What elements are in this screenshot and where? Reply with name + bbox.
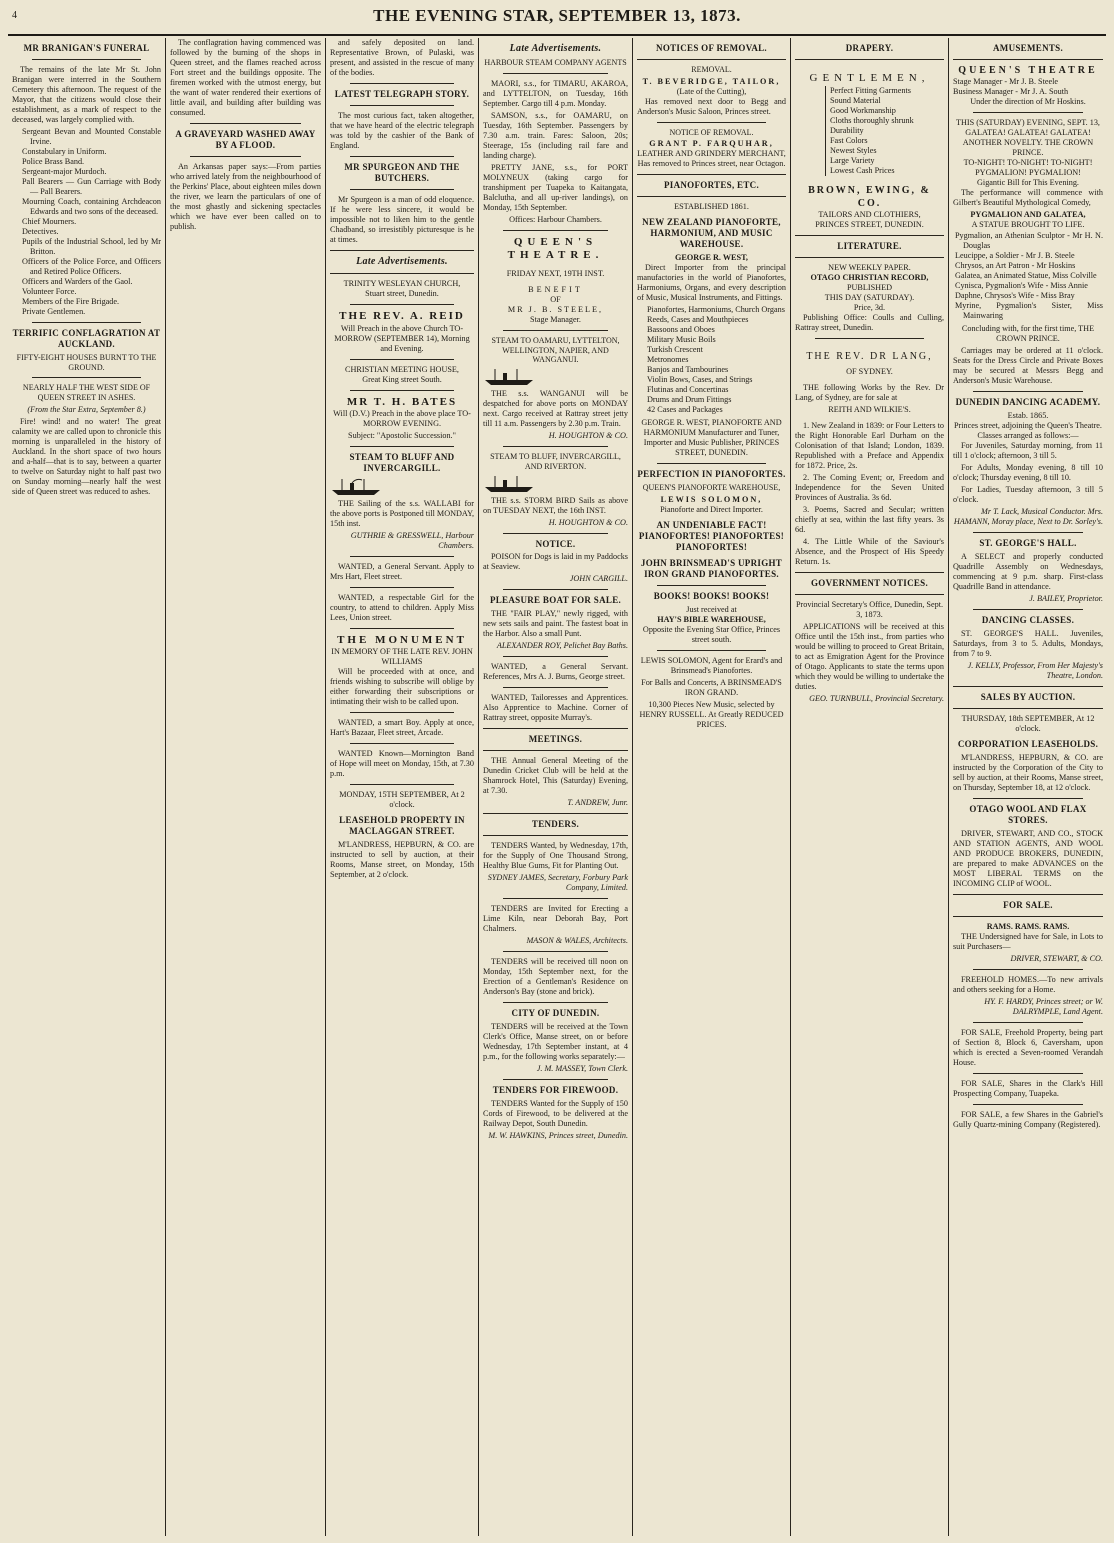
list-item: Flutinas and Concertinas <box>647 385 729 395</box>
dancing-item: For Ladies, Tuesday afternoon, 3 till 5 o'clock. <box>953 485 1103 505</box>
lang-work: 1. New Zealand in 1839: or Four Letters to the Right Honorable Earl Durham on the Colonisation of that Island; London, 1839. Republished with a Preface and Appendix for 1872. Price, 2s. <box>795 420 944 470</box>
monument-sub: IN MEMORY OF THE LATE REV. JOHN WILLIAMS <box>331 647 473 667</box>
lang-work: 2. The Coming Event; or, Freedom and Independence for the Seven United Provinces of Australia. 3s 6d. <box>795 472 944 502</box>
meetings-text: THE Annual General Meeting of the Dunedin Cricket Club will be held at the Shamrock Hotel, This (Saturday) Evening, at 7.30. <box>483 756 628 796</box>
pleasure-sign: ALEXANDER ROY, Pelichet Bay Baths. <box>496 641 628 651</box>
govt-heading: GOVERNMENT NOTICES. <box>810 577 929 588</box>
auction-date: THURSDAY, 18th SEPTEMBER, At 12 o'clock. <box>961 714 1095 734</box>
theatre-role: Stage Manager. <box>530 314 581 324</box>
procession-item: Police Brass Band. <box>22 156 85 166</box>
sale-ad: FOR SALE, Shares in the Clark's Hill Prospecting Company, Tuapeka. <box>953 1078 1103 1098</box>
drapery-heading: DRAPERY. <box>845 43 894 53</box>
procession-item: Constabulary in Uniform. <box>22 146 107 156</box>
wanted-ad: WANTED, a General Servant. References, Mrs A. J. Burns, George street. <box>483 662 628 682</box>
monument-heading: THE MONUMENT <box>337 633 467 646</box>
pygmalion: PYGMALION! PYGMALION! <box>975 168 1081 178</box>
for-sale-heading: FOR SALE. <box>1003 899 1053 910</box>
fire-subheading: FIFTY-EIGHT HOUSES BURNT TO THE GROUND. <box>16 352 157 372</box>
rescue-paragraph: and safely deposited on land. Representative Brown, of Pulaski, was present, and assisted in the rescue of many of the bodies. <box>330 38 474 77</box>
wanted-ad: WANTED, a General Servant. Apply to Mrs Hart, Fleet street. <box>330 561 474 581</box>
dancing-classes: Classes arranged as follows:— <box>977 431 1079 441</box>
books-sub: Just received at <box>686 604 737 614</box>
rams-text: THE Undersigned have for Sale, in Lots to suit Purchasers— <box>953 931 1103 951</box>
publishing-office: Publishing Office: Coulls and Culling, Rattray street, Dunedin. <box>795 312 944 332</box>
bates-text: Will (D.V.) Preach in the above place TO-MORROW EVENING. <box>333 408 471 428</box>
weekly-paper: NEW WEEKLY PAPER. <box>828 262 911 272</box>
lang-heading: THE REV. DR LANG, <box>806 350 933 362</box>
procession-item: Private Gentlemen. <box>22 306 86 316</box>
tonight: TO-NIGHT! TO-NIGHT! TO-NIGHT! <box>963 158 1093 168</box>
reid-name: THE REV. A. REID <box>339 310 465 323</box>
bluff-sign: H. HOUGHTON & CO. <box>548 517 628 527</box>
hays-text: Opposite the Evening Star Office, Princes street south. <box>642 624 781 644</box>
harbour-heading: HARBOUR STEAM COMPANY AGENTS <box>484 58 627 68</box>
this-evening: THIS (SATURDAY) EVENING, SEPT. 13, <box>956 118 1100 128</box>
freehold-text: FREEHOLD HOMES.—To new arrivals and others seeking for a Home. <box>953 974 1103 994</box>
fire-heading: TERRIFIC CONFLAGRATION AT AUCKLAND. <box>12 327 161 349</box>
procession-item: Pupils of the Industrial School, led by Mr Britton. <box>22 236 161 256</box>
pleasure-text: THE "FAIR PLAY," newly rigged, with new sets sails and paint. The fastest boat in the Harbor. Also a small Punt. <box>483 609 628 639</box>
theatre-benefit: BENEFIT <box>528 284 583 294</box>
funeral-paragraph: The remains of the late Mr St. John Branigan were interred in the Southern Cemetery this afternoon. The request of the Mayor, that the citizens would close their establishment, as a mark of respect to the deceased, was largely complied with. <box>12 64 161 124</box>
list-item: Bassoons and Oboes <box>647 325 715 335</box>
auction-heading: SALES BY AUCTION. <box>980 692 1076 703</box>
latest-telegraph-heading: LATEST TELEGRAPH STORY. <box>334 89 470 99</box>
fire-continued: The conflagration having commenced was followed by the burning of the shops in Queen street, and the flames reached across Fort street and the buildings opposite. The firemen worked with the utmost energy, but the want of water rendered their exertions of little avail, and building after building was consumed. <box>170 38 321 117</box>
carriages: Carriages may be ordered at 11 o'clock. Seats for the Dress Circle and Private Boxes may be secured at Messrs Begg and Anderson's Music Warehouse. <box>953 346 1103 386</box>
farce: Concluding with, for the first time, THE CROWN PRINCE. <box>961 324 1095 344</box>
west-text: Direct Importer from the principal manufactories in the world of Pianofortes, Harmoniums, Organs, and every description of Music, Musical Instruments, and Fittings. <box>637 263 786 303</box>
harbour-office: Offices: Harbour Chambers. <box>509 214 602 224</box>
price: Price, 3d. <box>853 302 886 312</box>
column-1 <box>8 38 165 1536</box>
cast-item: Pygmalion, an Athenian Sculptor - Mr H. N. Douglas <box>955 231 1103 251</box>
procession-item: Sergeant-major Murdoch. <box>22 166 107 176</box>
maori-ad: MAORI, s.s., for TIMARU, AKAROA, and LYTTELTON, on Tuesday, 16th September. Cargo till 4 p.m. Monday. <box>483 78 628 108</box>
cast-item: Daphne, Chrysos's Wife - Miss Bray <box>955 291 1075 301</box>
hays-name: HAY'S BIBLE WAREHOUSE, <box>657 614 766 624</box>
wanganui-heading: STEAM TO OAMARU, LYTTELTON, WELLINGTON, NAPIER, AND WANGANUI. <box>491 335 620 365</box>
rams-sign: DRIVER, STEWART, & CO. <box>1010 953 1103 963</box>
wanted-ad: WANTED, a smart Boy. Apply at once, Hart's Bazaar, Fleet street, Arcade. <box>330 718 474 738</box>
leasehold-text: M'LANDRESS, HEPBURN, & CO. are instructed to sell by auction, at their Rooms, Manse street, on Monday, 15th September, at 2 o'clock. <box>330 840 474 880</box>
fire-subheading: NEARLY HALF THE WEST SIDE OF QUEEN STREET IN ASHES. <box>22 383 151 403</box>
georges-text: A SELECT and properly conducted Quadrille Assembly on Wednesdays, commencing at 9 p.m. sharp. First-class Quadrille Band in attendance. <box>953 552 1103 592</box>
cast-item: Myrine, Pygmalion's Sister, Miss Mainwaring <box>955 301 1103 321</box>
removal-heading: NOTICES OF REMOVAL. <box>656 43 767 53</box>
column-2 <box>166 38 325 1536</box>
under-direction: Under the direction of Mr Hoskins. <box>970 97 1086 107</box>
cast-list <box>955 231 1103 321</box>
cast-item: Chrysos, an Art Patron - Mr Hoskins <box>955 261 1076 271</box>
steam-sign: GUTHRIE & GRESSWELL, Harbour Chambers. <box>350 530 474 550</box>
tender-sign: SYDNEY JAMES, Secretary, Forbury Park Company, Limited. <box>487 873 628 893</box>
steam-text: THE Sailing of the s.s. WALLABI for the above ports is Postponed till MONDAY, 15th inst. <box>330 498 474 528</box>
page-number: 4 <box>12 10 17 21</box>
list-item: Sound Material <box>830 96 881 106</box>
lang-work: 4. The Little While of the Saviour's Absence, and the Prospect of His Speedy Return. 1s. <box>795 536 944 566</box>
procession-item: Sergeant Bevan and Mounted Constable Irvine. <box>22 126 161 146</box>
cast-item: Cynisca, Pygmalion's Wife - Miss Annie <box>955 281 1088 291</box>
wanted-ad: WANTED Known—Mornington Band of Hope will meet on Monday, 15th, at 7.30 p.m. <box>330 749 474 779</box>
bluff-text: THE s.s. STORM BIRD Sails as above on TUESDAY NEXT, the 16th INST. <box>483 495 628 515</box>
late-ads-heading: Late Advertisements. <box>509 43 602 54</box>
spurgeon-heading: MR SPURGEON AND THE BUTCHERS. <box>344 161 460 183</box>
amusements-heading: AMUSEMENTS. <box>992 43 1064 53</box>
monument-text: Will be proceeded with at once, and friends wishing to subscribe will oblige by either forwarding their subscriptions or intimating their wish to be called upon. <box>330 667 474 707</box>
column-5 <box>633 38 790 1536</box>
novelty: ANOTHER NOVELTY. THE CROWN PRINCE. <box>962 138 1094 158</box>
published-label: PUBLISHED <box>846 282 893 292</box>
otago-wool-heading: OTAGO WOOL AND FLAX STORES. <box>969 804 1087 825</box>
business-manager: Business Manager - Mr J. A. South <box>953 87 1069 97</box>
column-6 <box>791 38 948 1536</box>
meetings-heading: MEETINGS. <box>528 734 583 745</box>
driver-text: DRIVER, STEWART, AND CO., STOCK AND STATION AGENTS, AND WOOL AND PRODUCE BROKERS, DUNEDIN, are prepared to make ADVANCES on the MOST LIBERAL TERMS on the INCOMING CLIP of WOOL. <box>953 828 1103 888</box>
dancing-estab: Estab. 1865. <box>1007 411 1049 421</box>
masthead <box>8 4 1106 36</box>
funeral-heading: MR BRANIGAN'S FUNERAL <box>23 43 150 53</box>
stage-manager: Stage Manager - Mr J. B. Steele <box>953 77 1059 87</box>
fire-source: (From the Star Extra, September 8.) <box>27 404 146 414</box>
christian-place: Great King street South. <box>362 374 442 384</box>
leasehold-heading: LEASEHOLD PROPERTY IN MACLAGGAN STREET. <box>339 815 465 837</box>
wanted-ad: WANTED, Tailoresses and Apprentices. Also Apprentice to Machine. Corner of Rattray street, opposite Murray's. <box>483 693 628 723</box>
farquhar-trade: LEATHER AND GRINDERY MERCHANT, <box>637 149 786 159</box>
lang-sub: OF SYDNEY. <box>846 366 893 376</box>
govt-office: Provincial Secretary's Office, Dunedin, Sept. 3, 1873. <box>795 599 944 619</box>
list-item: Violin Bows, Cases, and Strings <box>647 375 753 385</box>
rams: RAMS. RAMS. RAMS. <box>986 921 1070 931</box>
removal-sub: REMOVAL. <box>691 64 732 74</box>
list-item: Fast Colors <box>830 136 868 146</box>
hy-ward: HY. F. HARDY, Princes street; or W. DALRYMPLE, Land Agent. <box>984 996 1103 1016</box>
city-text: TENDERS will be received at the Town Clerk's Office, Manse street, on or before Wednesday, 17th September instant, at 4 p.m., for the following works separately:— <box>483 1022 628 1062</box>
firewood-heading: TENDERS FOR FIREWOOD. <box>492 1085 619 1096</box>
pleasure-heading: PLEASURE BOAT FOR SALE. <box>489 595 622 606</box>
pianofortes-heading: PIANOFORTES, ETC. <box>663 180 760 191</box>
list-item: Durability <box>830 126 864 136</box>
georges-heading: ST. GEORGE'S HALL. <box>979 538 1077 549</box>
queens-warehouse: QUEEN'S PIANOFORTE WAREHOUSE, <box>642 483 781 493</box>
tender-ad: TENDERS will be received till noon on Monday, 15th September next, for the Erection of a Gentleman's Residence on Anderson's Bay (stone and brick). <box>483 957 628 997</box>
west-list <box>647 305 786 415</box>
dancing2-sign: J. KELLY, Professor, From Her Majesty's Theatre, London. <box>967 661 1103 681</box>
firewood-text: TENDERS Wanted for the Supply of 150 Cords of Firewood, to be delivered at the Railway Depot, South Dunedin. <box>483 1099 628 1129</box>
procession-list <box>22 127 161 317</box>
this-day: THIS DAY (SATURDAY). <box>824 292 915 302</box>
column-4 <box>479 38 632 1536</box>
tender-sign: MASON & WALES, Architects. <box>526 936 628 946</box>
reid-text: Will Preach in the above Church TO-MORROW (SEPTEMBER 14), Morning and Evening. <box>334 323 470 353</box>
dancing-heading: DUNEDIN DANCING ACADEMY. <box>955 397 1101 408</box>
city-heading: CITY OF DUNEDIN. <box>511 1008 600 1019</box>
bluff-heading: STEAM TO BLUFF, INVERCARGILL, AND RIVERTON. <box>490 452 621 471</box>
steamship-icon <box>330 477 382 497</box>
pyg-title: PYGMALION AND GALATEA, <box>970 210 1086 220</box>
bates-subject: Subject: "Apostolic Succession." <box>348 430 456 440</box>
solomon-text: Pianoforte and Direct Importer. <box>660 505 763 515</box>
city-sign: J. M. MASSEY, Town Clerk. <box>536 1064 628 1074</box>
beveridge-name: T. BEVERIDGE, TAILOR, <box>642 76 781 86</box>
procession-item: Chief Mourners. <box>22 216 77 226</box>
list-item: Banjos and Tambourines <box>647 365 729 375</box>
wanted-ad: WANTED, a respectable Girl for the country, to attend to children. Apply Miss Lees, Union street. <box>330 592 474 622</box>
sale-ad: FOR SALE, Freehold Property, being part of Section 8, Block 6, Caversham, upon which is erected a Seven-roomed Verandah House. <box>953 1027 1103 1067</box>
dancing2-text: ST. GEORGE'S HALL. Juveniles, Saturdays, from 3 to 5. Adults, Mondays, from 7 to 9. <box>953 629 1103 659</box>
list-item: 42 Cases and Packages <box>647 405 723 415</box>
lang-reith: REITH AND WILKIE'S. <box>828 404 911 414</box>
procession-item: Pall Bearers — Gun Carriage with Body — Pall Bearers. <box>22 176 161 196</box>
cast-item: Galatea, an Animated Statue, Miss Colville <box>955 271 1097 281</box>
latest-telegraph-paragraph: The most curious fact, taken altogether, that we have heard of the electric telegraph was told by the cashier of the Bank of England. <box>330 110 474 150</box>
tender-ad: TENDERS are Invited for Erecting a Lime Kiln, near Deborah Bay, Port Chalmers. <box>483 904 628 934</box>
corporation-text: M'LANDRESS, HEPBURN, & CO. are instructed by the Corporation of the City to sell by auction, at their Rooms, Manse street, on Thursday, September 18, at 12 o'clock. <box>953 753 1103 792</box>
govt-text: APPLICATIONS will be received at this Office until the 15th inst., from parties who would be willing to proceed to Great Britain, to act as Emigration Agent for the Province of Otago. Applicants to state the terms upon which they would be willing to undertake the duties. <box>795 621 944 691</box>
procession-item: Mourning Coach, containing Archdeacon Edwards and two sons of the deceased. <box>22 196 161 216</box>
spurgeon-paragraph: Mr Spurgeon is a man of odd eloquence. If he were less sincere, it would be impossible not to liken him to the gentle Chadband, so irresistibly picturesque is he at times. <box>330 194 474 244</box>
dancing-sign: Mr T. Lack, Musical Conductor. Mrs. HAMANN, Moray place, Next to Dr. Sorley's. <box>953 507 1103 527</box>
procession-item: Volunteer Force. <box>22 286 77 296</box>
steam-heading: STEAM TO BLUFF AND INVERCARGILL. <box>349 451 455 473</box>
brown-trade: TAILORS AND CLOTHIERS, <box>818 209 921 219</box>
graveyard-paragraph: An Arkansas paper says:—From parties who arrived lately from the neighbourhood of the Perkins' Place, about eighteen miles down the river, we learn the particulars of one of the most ghastly and sickening spectacles which we have ever been called on to publish. <box>170 161 321 231</box>
galatea: GALATEA! GALATEA! GALATEA! <box>965 128 1091 138</box>
established: ESTABLISHED 1861. <box>674 202 749 212</box>
list-item: Turkish Crescent <box>647 345 703 355</box>
meetings-sign: T. ANDREW, Junr. <box>567 798 628 808</box>
list-item: Large Variety <box>830 156 875 166</box>
govt-sign: GEO. TURNBULL, Provincial Secretary. <box>809 693 944 703</box>
otago-record: OTAGO CHRISTIAN RECORD, <box>810 272 929 282</box>
column-7 <box>949 38 1107 1536</box>
beveridge-sub: (Late of the Cutting), <box>676 86 747 96</box>
tenders-heading: TENDERS. <box>531 819 580 830</box>
procession-item: Members of the Fire Brigade. <box>22 296 120 306</box>
gentlemen-heading: GENTLEMEN, <box>809 71 930 84</box>
farquhar-name: GRANT P. FARQUHAR, <box>649 139 774 149</box>
notice-sign: JOHN CARGILL. <box>569 574 628 584</box>
column-3 <box>326 38 478 1536</box>
russell-sign: 10,300 Pieces New Music, selected by HENRY RUSSELL. At Greatly REDUCED PRICES. <box>639 699 784 729</box>
nz-warehouse: NEW ZEALAND PIANOFORTE, HARMONIUM, AND MUSIC WAREHOUSE. <box>642 217 781 250</box>
list-item: Metronomes <box>647 355 689 365</box>
lang-work: 3. Poems, Sacred and Secular; written chiefly at sea, within the last fifty years. 3s 6d. <box>795 504 944 534</box>
theatre-name: MR J. B. STEELE, <box>507 304 604 314</box>
brown-place: PRINCES STREET, DUNEDIN. <box>815 219 924 229</box>
perfection-heading: PERFECTION IN PIANOFORTES. <box>637 469 786 480</box>
gigantic-bill: Gigantic Bill for This Evening. <box>977 178 1079 188</box>
corporation-heading: CORPORATION LEASEHOLDS. <box>957 739 1099 750</box>
procession-item: Officers and Warders of the Gaol. <box>22 276 133 286</box>
theatre-heading: QUEEN'S THEATRE. <box>507 235 604 262</box>
firewood-sign: M. W. HAWKINS, Princes street, Dunedin. <box>488 1131 628 1141</box>
wanganui-text: THE s.s. WANGANUI will be despatched for above ports on MONDAY next. Cargo received at Rattray street jetty till 11 a.m. Passengers by 2.30 p.m. Train. <box>483 389 628 428</box>
list-item: Good Workmanship <box>830 106 896 116</box>
literature-heading: LITERATURE. <box>837 240 902 251</box>
procession-item: Detectives. <box>22 226 59 236</box>
theatre-date: FRIDAY NEXT, 19TH INST. <box>506 268 605 278</box>
notice-removal: NOTICE OF REMOVAL. <box>669 127 754 137</box>
list-item: Lowest Cash Prices <box>830 166 895 176</box>
queens-theatre: QUEEN'S THEATRE <box>958 64 1098 76</box>
brinsmead-sign: For Balls and Concerts, A BRINSMEAD'S IRON GRAND. <box>641 677 782 697</box>
list-item: Reeds, Cases and Mouthpieces <box>647 315 749 325</box>
sale-ad: FOR SALE, a few Shares in the Gabriel's Gully Quartz-mining Company (Registered). <box>953 1109 1103 1129</box>
beveridge-text: Has removed next door to Begg and Anderson's Music Saloon, Princes street. <box>637 96 786 116</box>
tender-ad: TENDERS Wanted, by Wednesday, 17th, for the Supply of One Thousand Strong, Healthy Blue Gums, Fit for Planting Out. <box>483 841 628 871</box>
steamship-icon <box>483 474 535 494</box>
brown-name: BROWN, EWING, & CO. <box>808 185 931 209</box>
procession-item: Officers of the Police Force, and Officers and Retired Police Officers. <box>22 256 161 276</box>
wanganui-sign: H. HOUGHTON & CO. <box>548 431 628 440</box>
graveyard-heading: A GRAVEYARD WASHED AWAY BY A FLOOD. <box>175 129 316 150</box>
lang-text: THE following Works by the Rev. Dr Lang, of Sydney, are for sale at <box>795 382 944 402</box>
trinity-place: Stuart street, Dunedin. <box>365 289 439 299</box>
trinity-title: TRINITY WESLEYAN CHURCH, <box>343 279 461 289</box>
newspaper-title: THE EVENING STAR, SEPTEMBER 13, 1873. <box>373 6 741 25</box>
solomon-sign: LEWIS SOLOMON, Agent for Erard's and Brinsmead's Pianofortes. <box>640 655 783 675</box>
list-item: Newest Styles <box>830 146 877 156</box>
theatre-of: OF <box>550 294 561 304</box>
steamship-icon <box>483 367 535 387</box>
samson-ad: SAMSON, s.s., for OAMARU, on Tuesday, 16th September. Passengers by 7.30 a.m. train. Fares: Saloon, 20s; Steerage, 15s (including rail fare and landing charge). <box>483 110 628 160</box>
leasehold-date: MONDAY, 15TH SEPTEMBER, At 2 o'clock. <box>339 790 465 810</box>
list-item: Perfect Fitting Garments <box>830 86 911 96</box>
notice-text: POISON for Dogs is laid in my Paddocks at Seaview. <box>483 552 628 572</box>
performance: The performance will commence with Gilbert's Beautiful Mythological Comedy, <box>953 188 1103 208</box>
west-name: GEORGE R. WEST, <box>675 253 748 263</box>
christian-title: CHRISTIAN MEETING HOUSE, <box>345 364 459 374</box>
late-ads-heading: Late Advertisements. <box>356 255 448 267</box>
brinsmead-heading: JOHN BRINSMEAD'S UPRIGHT IRON GRAND PIANOFORTES. <box>640 557 783 579</box>
farquhar-text: Has removed to Princes street, near Octagon. <box>637 159 786 169</box>
list-item: Cloths thoroughly shrunk <box>830 116 914 126</box>
gentlemen-list <box>825 86 944 176</box>
statue: A STATUE BROUGHT TO LIFE. <box>971 220 1085 230</box>
notice-heading: NOTICE. <box>535 538 576 549</box>
dancing-item: For Adults, Monday evening, 8 till 10 o'clock; Thursday evening, 8 till 10. <box>953 463 1103 483</box>
fire-paragraph: Fire! wind! and no water! The great calamity we are called upon to chronicle this morning is unparalleled in the history of Auckland. In the short space of two hours and a-half—that is to say, between a quarter to twelve on Saturday night to half past two on Sunday morning—nearly half the west side of Queen street was reduced to ashes. <box>12 416 161 496</box>
dancing-place: Princes street, adjoining the Queen's Theatre. <box>954 421 1102 431</box>
list-item: Military Music Boils <box>647 335 716 345</box>
list-item: Drums and Drum Fittings <box>647 395 732 405</box>
undeniable-heading: AN UNDENIABLE FACT! PIANOFORTES! PIANOFORTES! PIANOFORTES! <box>638 520 785 552</box>
pretty-jane-ad: PRETTY JANE, s.s., for PORT MOLYNEUX (taking cargo for transhipment per Tuapeka to Kaitangata, Balclutha, and all up-river landings), on Monday, 15th September. <box>483 162 628 212</box>
cast-item: Leucippe, a Soldier - Mr J. B. Steele <box>955 251 1075 261</box>
solomon-name: LEWIS SOLOMON, <box>660 495 763 505</box>
dancing2-heading: DANCING CLASSES. <box>981 615 1075 626</box>
list-item: Pianofortes, Harmoniums, Church Organs <box>647 305 785 315</box>
bates-name: MR T. H. BATES <box>346 395 458 408</box>
books-heading: BOOKS! BOOKS! BOOKS! <box>653 590 770 601</box>
west-sign: GEORGE R. WEST, PIANOFORTE AND HARMONIUM Manufacturer and Tuner, Importer and Music Publisher, PRINCES STREET, DUNEDIN. <box>641 418 782 458</box>
dancing-item: For Juveniles, Saturday morning, from 11 till 1 o'clock; afternoon, 3 till 5. <box>953 441 1103 461</box>
georges-sign: J. BAILEY, Proprietor. <box>1029 594 1103 604</box>
